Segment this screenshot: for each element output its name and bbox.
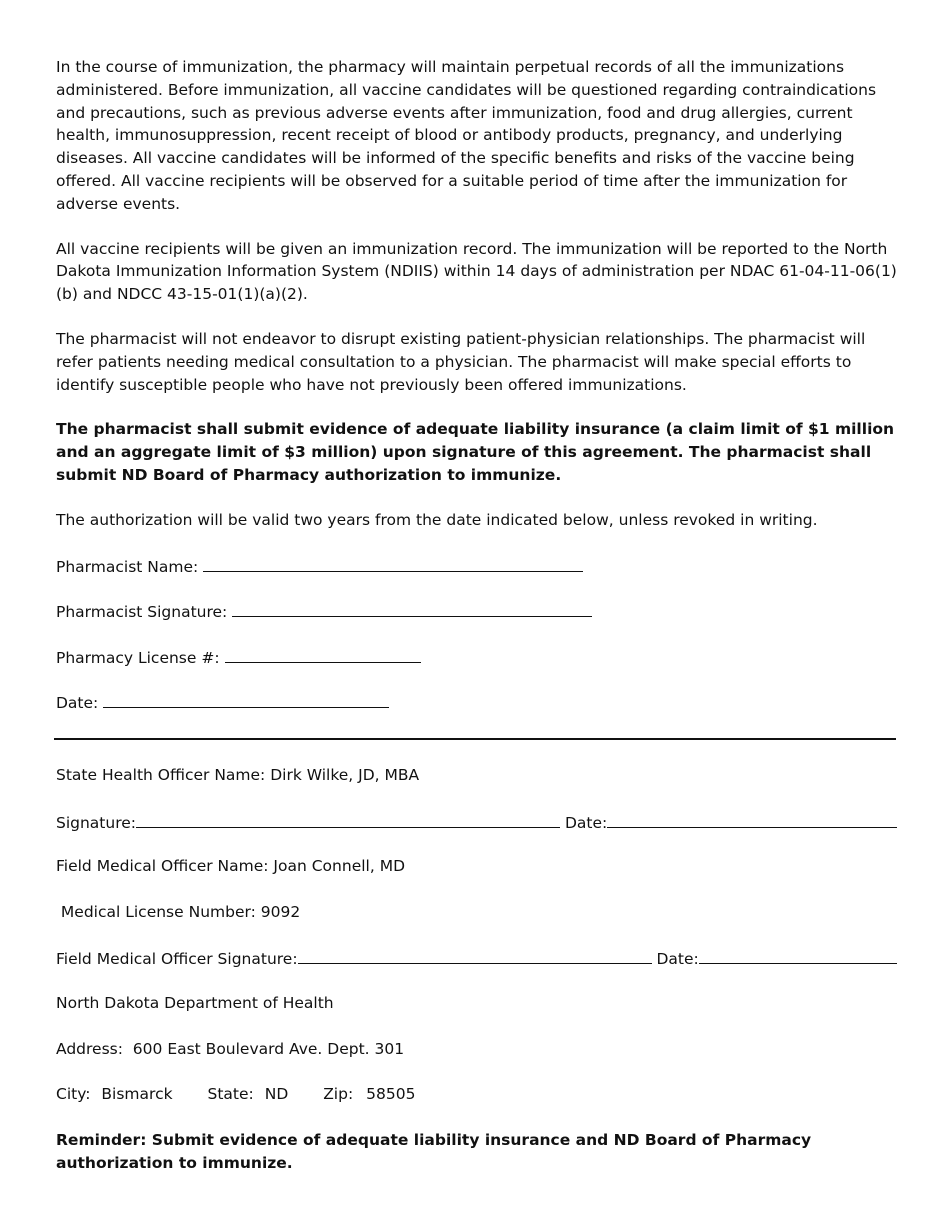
pharmacist-name-label: Pharmacist Name: — [56, 557, 199, 576]
zip-value: 58505 — [366, 1085, 416, 1104]
state-value: ND — [264, 1085, 289, 1104]
health-officer-signature-label: Signature: — [56, 813, 136, 832]
health-officer-signature-field[interactable] — [136, 810, 560, 828]
zip-label: Zip: — [323, 1085, 354, 1104]
paragraph-reporting: All vaccine recipients will be given an immunization record. The immunization will be reported to the North Dakota Immunization Information System (NDIIS) within 14 days of administration per NDAC 61-04-11-06(1)(b) and NDCC 43-15-01(1)(a)(2). — [56, 239, 897, 304]
health-officer-date-field[interactable] — [607, 810, 897, 828]
pharmacist-signature-label: Pharmacist Signature: — [56, 603, 228, 622]
pharmacist-signature-field[interactable] — [232, 599, 592, 617]
agreement-body — [56, 56, 898, 736]
field-officer-signature-row — [56, 946, 898, 968]
pharmacist-date-label: Date: — [56, 694, 99, 713]
paragraph-records: In the course of immunization, the pharmacy will maintain perpetual records of all the immunizations administered. Before immunization, all vaccine candidates will be questioned regarding contraindications and precautions, such as previous adverse events after immunization, food and drug allergies, current health, immunosuppression, recent receipt of blood or antibody products, pregnancy, and underlying diseases. All vaccine candidates will be informed of the specific benefits and risks of the vaccine being offered. All vaccine recipients will be observed for a suitable period of time after the immunization for adverse events. — [56, 58, 877, 213]
pharmacist-signature-row — [56, 599, 898, 621]
pharmacist-date-field[interactable] — [103, 690, 389, 708]
health-officer-row: State Health Officer Name: Dirk Wilke, JD, MBA — [56, 766, 420, 784]
state-label: State: — [207, 1085, 254, 1104]
city-state-zip-row — [56, 1083, 898, 1105]
pharmacist-name-field[interactable] — [203, 554, 583, 572]
state-section — [56, 764, 898, 1190]
pharmacy-license-field[interactable] — [225, 645, 421, 663]
paragraph-validity: The authorization will be valid two years from the date indicated below, unless revoked in writing. — [56, 510, 818, 529]
pharmacy-license-row — [56, 645, 898, 667]
field-officer-row: Field Medical Officer Name: Joan Connell, MD — [56, 857, 405, 876]
pharmacist-date-row — [56, 690, 898, 712]
city-value: Bismarck — [101, 1085, 173, 1104]
paragraph-insurance: The pharmacist shall submit evidence of adequate liability insurance (a claim limit of $1 million and an aggregate limit of $3 million) upon signature of this agreement. The pharmacist shall submit ND Board of Pharmacy authorization to immunize. — [56, 420, 895, 484]
address-row: Address: 600 East Boulevard Ave. Dept. 301 — [56, 1039, 405, 1058]
health-officer-date-label: Date: — [564, 813, 608, 832]
health-officer-signature-row — [56, 810, 898, 832]
reminder-note: Reminder: Submit evidence of adequate liability insurance and ND Board of Pharmacy authorization to immunize. — [56, 1130, 812, 1172]
pharmacist-name-row — [56, 554, 898, 576]
field-officer-signature-field[interactable] — [298, 946, 652, 964]
pharmacy-license-label: Pharmacy License #: — [56, 648, 220, 667]
department-row: North Dakota Department of Health — [56, 993, 334, 1012]
paragraph-relationships: The pharmacist will not endeavor to disrupt existing patient-physician relationships. The pharmacist will refer patients needing medical consultation to a physician. The pharmacist will make special efforts to identify susceptible people who have not previously been offered immunizations. — [56, 329, 866, 394]
medical-license-row: Medical License Number: 9092 — [56, 902, 301, 921]
field-officer-date-field[interactable] — [699, 946, 897, 964]
field-officer-signature-label: Field Medical Officer Signature: — [56, 950, 298, 969]
field-officer-date-label: Date: — [656, 950, 699, 969]
city-label: City: — [56, 1085, 91, 1104]
section-divider — [54, 738, 896, 740]
